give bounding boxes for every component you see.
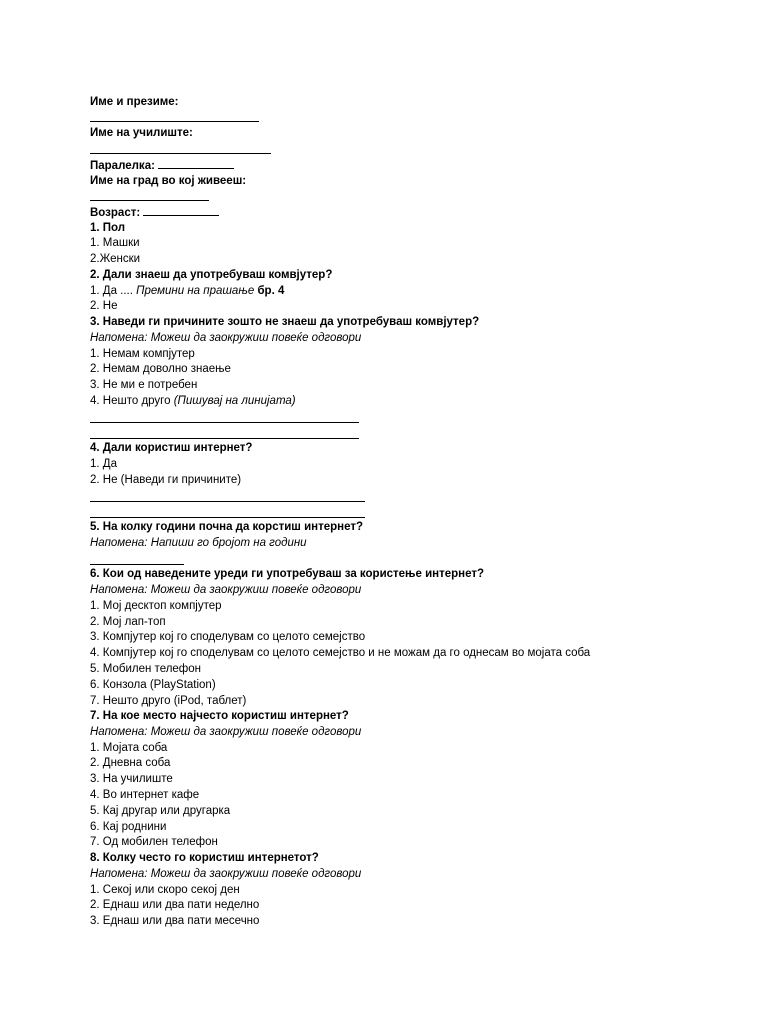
q2-option xyxy=(90,284,284,298)
q7-option: 7. Од мобилен телефон xyxy=(90,836,218,848)
q6-option: 2. Мој лап-топ xyxy=(90,616,166,628)
age-line xyxy=(143,205,219,216)
q8-option: 1. Секој или скоро секој ден xyxy=(90,884,240,896)
q7-title: 7. На кое место најчесто користиш интернет? xyxy=(90,710,349,722)
q1-title: 1. Пол xyxy=(90,222,126,234)
age-row xyxy=(90,205,219,219)
q6-option: 1. Мој десктоп компјутер xyxy=(90,600,222,612)
q8-option: 2. Еднаш или два пати неделно xyxy=(90,899,260,911)
q4-option: 1. Да xyxy=(90,458,117,470)
answer-line xyxy=(90,564,184,565)
answer-line xyxy=(90,422,359,423)
q2-option: 2. Не xyxy=(90,300,118,312)
q7-option: 2. Дневна соба xyxy=(90,757,171,769)
q6-title: 6. Кои од наведените уреди ги употребуваш за користење интернет? xyxy=(90,568,484,580)
q8-option: 3. Еднаш или два пати месечно xyxy=(90,915,260,927)
q3-option: 2. Немам доволно знаење xyxy=(90,363,231,375)
q8-note: Напомена: Можеш да заокружиш повеќе одговори xyxy=(90,868,362,880)
q6-option: 6. Конзола (PlayStation) xyxy=(90,679,216,691)
q3-option-note: (Пишувај на линијата) xyxy=(173,395,296,407)
q7-option: 5. Кај другар или другарка xyxy=(90,805,231,817)
q6-option: 7. Нешто друго (iPod, таблет) xyxy=(90,695,247,707)
q1-option: 2.Женски xyxy=(90,253,141,265)
q6-option: 3. Компјутер кој го споделувам со целото семејство xyxy=(90,631,366,643)
q7-option: 1. Мојата соба xyxy=(90,742,168,754)
answer-line xyxy=(90,438,359,439)
q2-option-text: 1. Да .... xyxy=(90,285,137,297)
q7-option: 6. Кај роднини xyxy=(90,821,167,833)
q3-option xyxy=(90,394,296,408)
age-label: Возраст: xyxy=(90,207,141,219)
q7-option: 4. Во интернет кафе xyxy=(90,789,200,801)
q3-option-text: 4. Нешто друго xyxy=(90,395,171,407)
q1-option: 1. Машки xyxy=(90,237,140,249)
name-label: Име и презиме: xyxy=(90,96,179,108)
q6-option: 5. Мобилен телефон xyxy=(90,663,202,675)
q4-title: 4. Дали користиш интернет? xyxy=(90,442,253,454)
q3-title: 3. Наведи ги причините зошто не знаеш да употребуваш комвјутер? xyxy=(90,316,480,328)
city-line xyxy=(90,200,209,201)
q6-option: 4. Компјутер кој го споделувам со целото семејство и не можам да го однесам во мојата соба xyxy=(90,647,591,659)
q3-note: Напомена: Можеш да заокружиш повеќе одговори xyxy=(90,332,362,344)
answer-line xyxy=(90,517,365,518)
class-row xyxy=(90,158,234,172)
q2-title: 2. Дали знаеш да употребуваш комвјутер? xyxy=(90,269,333,281)
q3-option: 3. Не ми е потребен xyxy=(90,379,198,391)
q2-skip-note: Премини на прашање xyxy=(136,285,255,297)
q2-skip-target: бр. 4 xyxy=(257,285,285,297)
class-line xyxy=(158,158,234,169)
q3-option: 1. Немам компјутер xyxy=(90,348,195,360)
q7-option: 3. На училиште xyxy=(90,773,173,785)
q8-title: 8. Колку често го користиш интернетот? xyxy=(90,852,319,864)
name-line xyxy=(90,121,259,122)
q6-note: Напомена: Можеш да заокружиш повеќе одговори xyxy=(90,584,362,596)
city-label: Име на град во кој живееш: xyxy=(90,175,247,187)
q4-option: 2. Не (Наведи ги причините) xyxy=(90,474,242,486)
school-line xyxy=(90,153,271,154)
q5-title: 5. На колку години почна да корстиш интернет? xyxy=(90,521,364,533)
answer-line xyxy=(90,501,365,502)
class-label: Паралелка: xyxy=(90,160,155,172)
q5-note: Напомена: Напиши го бројот на години xyxy=(90,537,307,549)
q7-note: Напомена: Можеш да заокружиш повеќе одговори xyxy=(90,726,362,738)
school-label: Име на училиште: xyxy=(90,127,193,139)
